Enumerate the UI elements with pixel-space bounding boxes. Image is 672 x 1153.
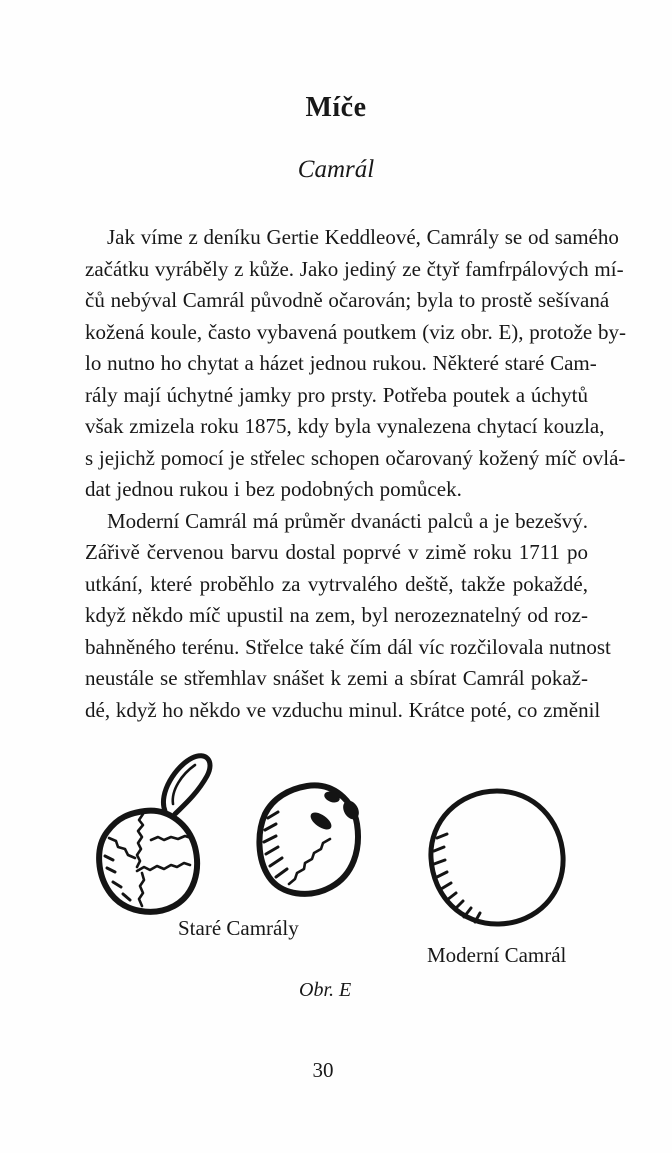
modern-quaffle-illustration [431, 791, 563, 924]
old-quaffle-strap-illustration [99, 756, 210, 912]
text-line: čů nebýval Camrál původně očarován; byla to prostě sešívaná [85, 288, 610, 312]
text-line: však zmizela roku 1875, kdy byla vynalezena chytací kouzla, [85, 414, 605, 438]
text-line: lo nutno ho chytat a házet jednou rukou. Některé staré Cam- [85, 351, 597, 375]
text-line: s jejichž pomocí je střelec schopen očarovaný kožený míč ovlá- [85, 445, 626, 470]
text-line: bahněného terénu. Střelce také čím dál víc rozčilovala nutnost [85, 634, 611, 659]
caption-figure-label: Obr. E [299, 979, 352, 1001]
page-number: 30 [312, 1058, 334, 1082]
text-line: Jak víme z deníku Gertie Keddleové, Camrály se od samého [107, 225, 619, 249]
page-title: Míče [305, 92, 367, 123]
caption-modern-quaffle: Moderní Camrál [427, 943, 567, 967]
section-subtitle: Camrál [297, 156, 375, 183]
text-line: Zářivě červenou barvu dostal poprvé v zimě roku 1711 po [85, 540, 588, 564]
body-text [85, 222, 626, 726]
caption-old-quaffles: Staré Camrály [178, 916, 299, 940]
text-line: utkání, které proběhlo za vytrvalého deště, takže pokaždé, [85, 571, 588, 596]
text-line: Moderní Camrál má průměr dvanácti palců a je bezešvý. [107, 508, 588, 533]
figure-E-illustration [85, 748, 595, 933]
text-line: dé, když ho někdo ve vzduchu minul. Krátce poté, co změnil [85, 697, 601, 722]
old-quaffle-dimples-illustration [259, 785, 362, 893]
text-line: začátku vyráběly z kůže. Jako jediný ze čtyř famfrpálových mí- [85, 256, 624, 281]
text-line: neustále se střemhlav snášet k zemi a sbírat Camrál pokaž- [85, 666, 588, 690]
text-line: dat jednou rukou i bez podobných pomůcek. [85, 477, 462, 501]
text-line: rály mají úchytné jamky pro prsty. Potřeba poutek a úchytů [85, 382, 588, 407]
text-line: kožená koule, často vybavená poutkem (viz obr. E), protože by- [85, 319, 626, 344]
text-line: když někdo míč upustil na zem, byl nerozeznatelný od roz- [85, 603, 588, 627]
